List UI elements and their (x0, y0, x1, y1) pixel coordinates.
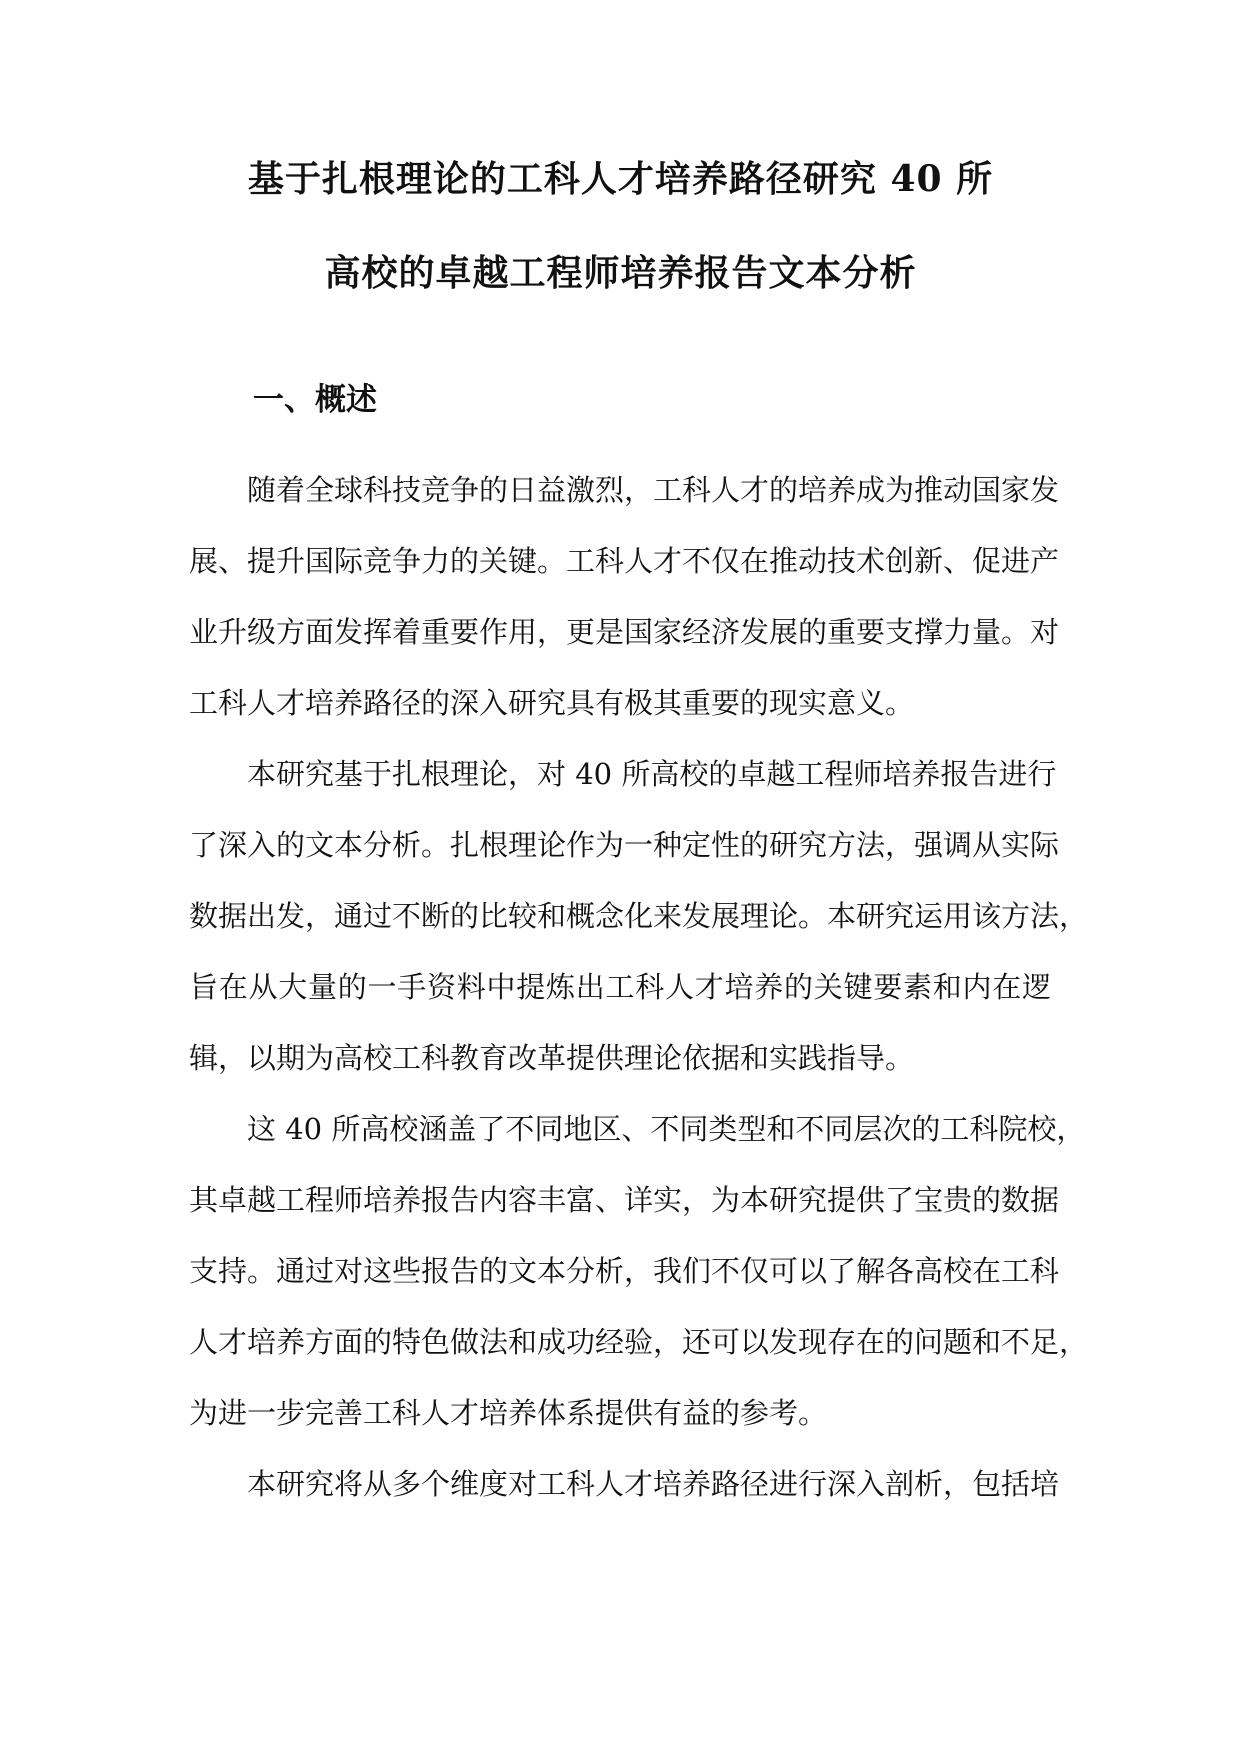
paragraph-line: 数据出发，通过不断的比较和概念化来发展理论。本研究运用该方法， (189, 899, 1089, 933)
paragraph-line: 随着全球科技竞争的日益激烈，工科人才的培养成为推动国家发 (247, 473, 1060, 507)
paragraph-line: 本研究将从多个维度对工科人才培养路径进行深入剖析，包括培 (247, 1467, 1060, 1501)
section-heading: 一、概述 (253, 382, 377, 418)
paragraph-line: 工科人才培养路径的深入研究具有极其重要的现实意义。 (189, 686, 915, 720)
paragraph-line: 其卓越工程师培养报告内容丰富、详实，为本研究提供了宝贵的数据 (189, 1183, 1060, 1217)
paragraph-line: 为进一步完善工科人才培养体系提供有益的参考。 (189, 1396, 828, 1430)
paragraph-line: 旨在从大量的一手资料中提炼出工科人才培养的关键要素和内在逻 (189, 970, 1051, 1004)
document-title-line-2: 高校的卓越工程师培养报告文本分析 (324, 252, 917, 294)
paragraph-line: 支持。通过对这些报告的文本分析，我们不仅可以了解各高校在工科 (189, 1254, 1060, 1288)
paragraph-line: 展、提升国际竞争力的关键。工科人才不仅在推动技术创新、促进产 (189, 544, 1060, 578)
paragraph-line: 本研究基于扎根理论，对 40 所高校的卓越工程师培养报告进行 (247, 757, 1057, 791)
paragraph-line: 业升级方面发挥着重要作用，更是国家经济发展的重要支撑力量。对 (189, 615, 1060, 649)
paragraph-line: 人才培养方面的特色做法和成功经验，还可以发现存在的问题和不足， (189, 1325, 1089, 1359)
paragraph-line: 了深入的文本分析。扎根理论作为一种定性的研究方法，强调从实际 (189, 828, 1060, 862)
body-text (189, 455, 1089, 1520)
paragraph-line: 辑，以期为高校工科教育改革提供理论依据和实践指导。 (189, 1041, 915, 1075)
paragraph-line: 这 40 所高校涵盖了不同地区、不同类型和不同层次的工科院校， (247, 1112, 1086, 1146)
document-title-line-1: 基于扎根理论的工科人才培养路径研究 40 所 (247, 158, 994, 200)
